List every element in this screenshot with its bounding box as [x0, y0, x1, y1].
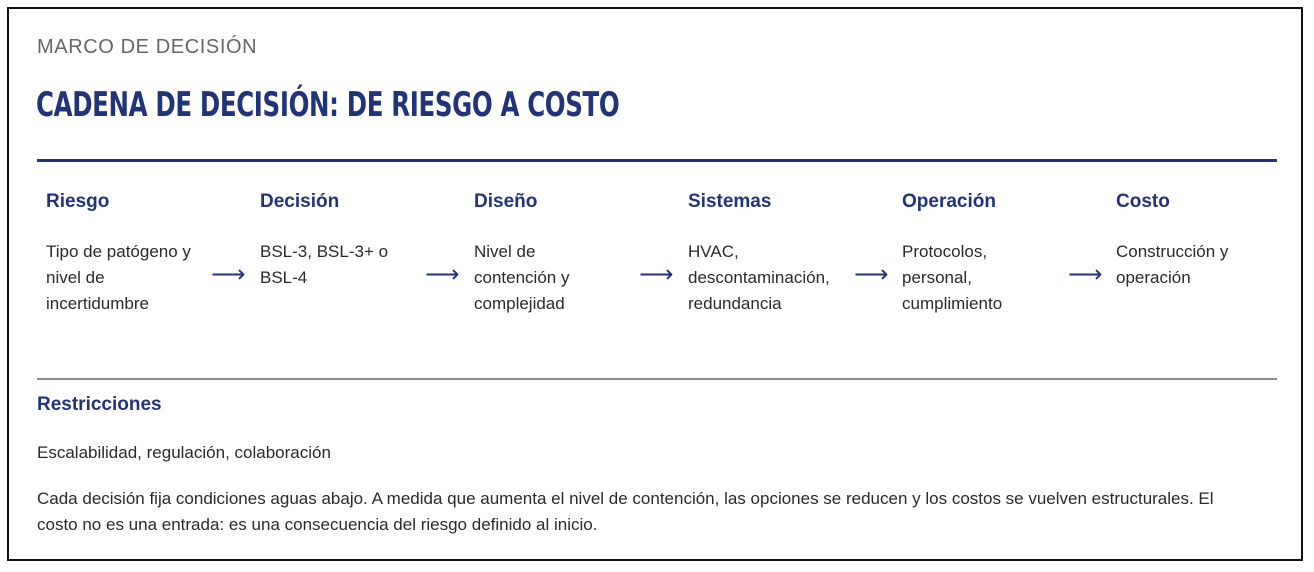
page-title: CADENA DE DECISIÓN: DE RIESGO A COSTO — [36, 85, 620, 125]
constraints-text: Escalabilidad, regulación, colaboración — [37, 443, 331, 462]
chain-step-riesgo — [46, 189, 206, 317]
chain-step-decision — [260, 189, 420, 291]
step-description: Construcción y operación — [1116, 242, 1229, 287]
step-description: Protocolos, personal, cumplimiento — [902, 242, 1003, 313]
step-label: Riesgo — [46, 191, 110, 212]
arrow-right-icon: ⟶ — [425, 260, 460, 288]
arrow-right-icon: ⟶ — [211, 260, 246, 288]
decision-framework-card — [7, 7, 1303, 561]
section-divider — [37, 378, 1277, 380]
step-description: HVAC, descontaminación, redundancia — [688, 242, 830, 313]
chain-step-operacion — [902, 189, 1062, 317]
title-divider — [37, 159, 1277, 162]
step-description: Nivel de contención y complejidad — [474, 242, 570, 313]
summary-note: Cada decisión fija condiciones aguas abajo. A medida que aumenta el nivel de contención, las opciones se reducen y los costos se vuelven estructurales. El costo no es una entrada: es una consecuencia del riesgo definido al inicio. — [37, 489, 1214, 534]
chain-step-diseno — [474, 189, 634, 317]
step-description: Tipo de patógeno y nivel de incertidumbre — [46, 242, 191, 313]
constraints-heading: Restricciones — [37, 394, 162, 415]
step-label: Operación — [902, 191, 996, 212]
step-label: Diseño — [474, 191, 538, 212]
step-description: BSL-3, BSL-3+ o BSL-4 — [260, 242, 389, 287]
arrow-right-icon: ⟶ — [854, 260, 889, 288]
step-label: Decisión — [260, 191, 340, 212]
section-kicker: MARCO DE DECISIÓN — [37, 36, 258, 58]
step-label: Sistemas — [688, 191, 772, 212]
chain-step-costo — [1116, 189, 1276, 291]
arrow-right-icon: ⟶ — [639, 260, 674, 288]
arrow-right-icon: ⟶ — [1068, 260, 1103, 288]
step-label: Costo — [1116, 191, 1170, 212]
chain-step-sistemas — [688, 189, 848, 317]
